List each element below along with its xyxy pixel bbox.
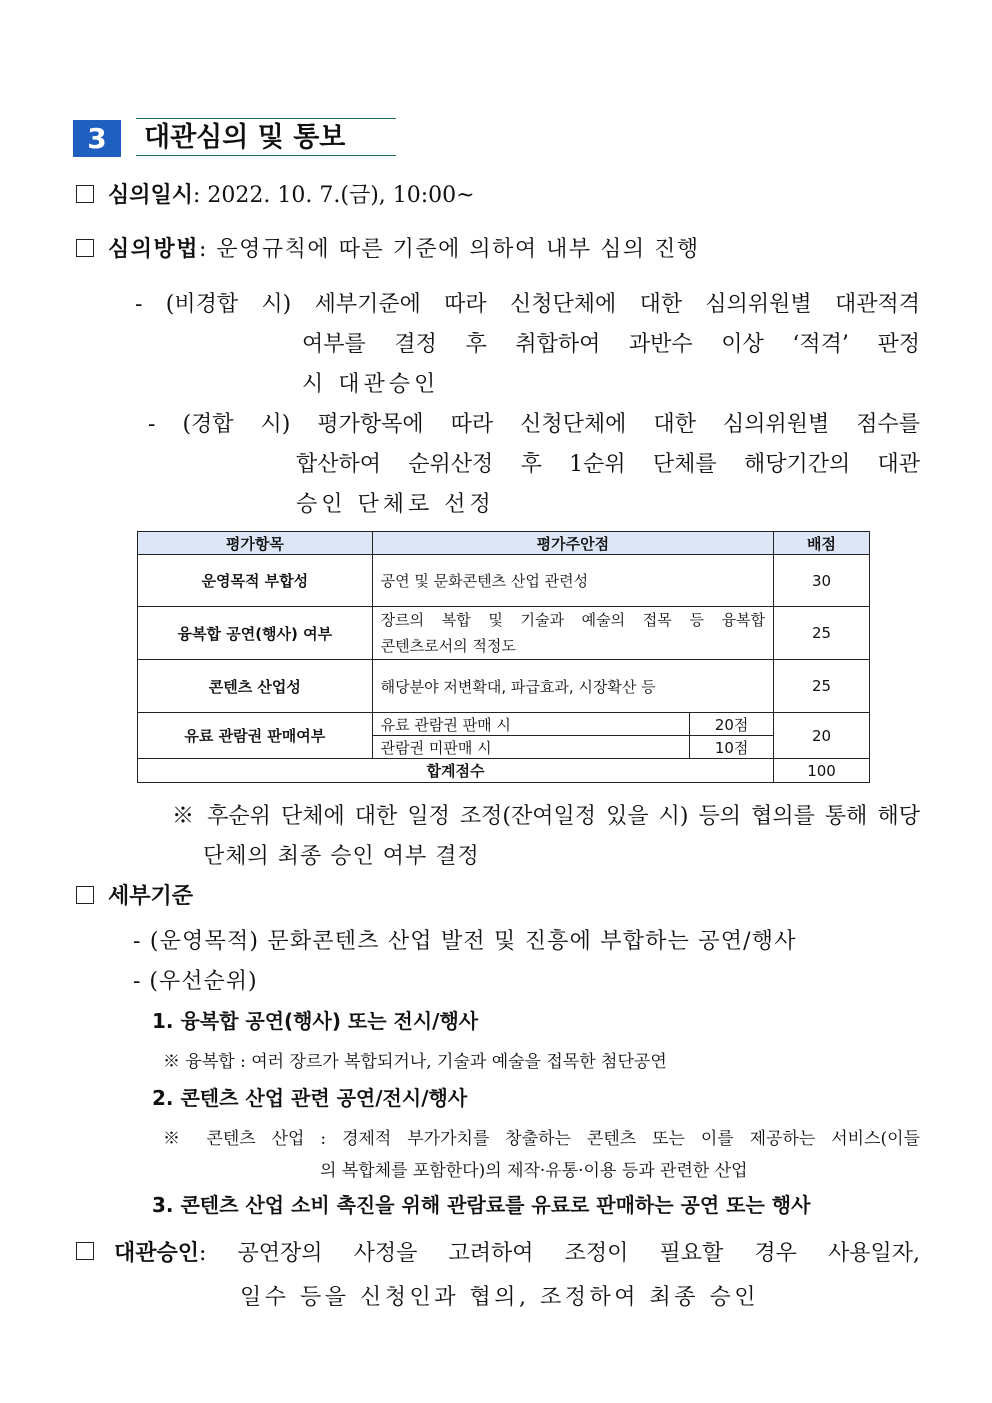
method-value: : 운영규칙에 따른 기준에 의하여 내부 심의 진행 — [199, 237, 700, 262]
checkbox-icon — [76, 185, 94, 203]
priority-item-3: 3. 콘텐츠 산업 소비 촉진을 위해 관람료를 유료로 판매하는 공연 또는 행사 — [152, 1193, 811, 1217]
section-title: 대관심의 및 통보 — [136, 118, 396, 156]
row-sub1-points: 20점 — [690, 713, 774, 736]
criteria-line — [76, 879, 193, 910]
approval-line — [76, 1236, 920, 1267]
header-focus: 평가주안점 — [372, 532, 773, 555]
row-item: 유료 관람권 판매여부 — [138, 713, 373, 759]
criteria-priority: - (우선순위) — [133, 969, 258, 994]
competitive-line2: 합산하여 순위산정 후 1순위 단체를 해당기간의 대관 — [296, 452, 920, 477]
row-sub2-points: 10점 — [690, 736, 774, 759]
approval-label: 대관승인 — [114, 1241, 200, 1266]
non-competitive-lead: - (비경합 시) 세부기준에 따라 신청단체에 대한 심의위원별 대관적격 — [135, 292, 920, 317]
row-focus: 장르의 복합 및 기술과 예술의 접목 등 융복합 콘텐츠로서의 적정도 — [372, 607, 773, 660]
schedule-value: : 2022. 10. 7.(금), 10:00~ — [193, 183, 475, 208]
criteria-label: 세부기준 — [108, 884, 194, 909]
row-item: 콘텐츠 산업성 — [138, 660, 373, 713]
criteria-purpose: - (운영목적) 문화콘텐츠 산업 발전 및 진흥에 부합하는 공연/행사 — [133, 929, 797, 954]
header-score: 배점 — [774, 532, 870, 555]
non-competitive-line3: 시 대관승인 — [302, 372, 440, 397]
section-number: 3 — [73, 120, 121, 157]
priority-item-2: 2. 콘텐츠 산업 관련 공연/전시/행사 — [152, 1086, 468, 1110]
row-item: 운영목적 부합성 — [138, 555, 373, 607]
row-score: 20 — [774, 713, 870, 759]
table-note-line1: ※ 후순위 단체에 대한 일정 조정(잔여일정 있을 시) 등의 협의를 통해 해당 — [172, 804, 920, 829]
row-sub2: 관람권 미판매 시 — [372, 736, 690, 759]
schedule-line — [76, 178, 475, 209]
header-item: 평가항목 — [138, 532, 373, 555]
table-row — [138, 555, 870, 607]
checkbox-icon — [76, 1242, 94, 1260]
table-total-row — [138, 759, 870, 783]
priority-item-1: 1. 융복합 공연(행사) 또는 전시/행사 — [152, 1009, 479, 1033]
evaluation-table — [137, 531, 870, 783]
total-score: 100 — [774, 759, 870, 783]
table-row — [138, 713, 870, 736]
checkbox-icon — [76, 239, 94, 257]
priority-item-1-note: ※ 융복합 : 여러 장르가 복합되거나, 기술과 예술을 접목한 첨단공연 — [163, 1052, 667, 1072]
approval-line2: 일수 등을 신청인과 협의, 조정하여 최종 승인 — [240, 1285, 759, 1310]
table-row — [138, 607, 870, 660]
row-item: 융복합 공연(행사) 여부 — [138, 607, 373, 660]
row-sub1: 유료 관람권 판매 시 — [372, 713, 690, 736]
competitive-lead: - (경합 시) 평가항목에 따라 신청단체에 대한 심의위원별 점수를 — [148, 412, 920, 437]
table-header-row — [138, 532, 870, 555]
table-note-line2: 단체의 최종 승인 여부 결정 — [203, 844, 480, 869]
priority-item-2-note2: 의 복합체를 포함한다)의 제작·유통·이용 등과 관련한 산업 — [320, 1161, 748, 1181]
approval-line1: : 공연장의 사정을 고려하여 조정이 필요할 경우 사용일자, — [199, 1241, 920, 1266]
method-line — [76, 232, 700, 263]
row-score: 25 — [774, 607, 870, 660]
schedule-label: 심의일시 — [108, 183, 194, 208]
total-label: 합계점수 — [138, 759, 774, 783]
method-label: 심의방법 — [108, 237, 200, 262]
non-competitive-line2: 여부를 결정 후 취합하여 과반수 이상 ‘적격’ 판정 — [302, 332, 920, 357]
table-row — [138, 660, 870, 713]
priority-item-2-note: ※ 콘텐츠 산업 : 경제적 부가가치를 창출하는 콘텐츠 또는 이를 제공하는 서비스(이들 — [163, 1129, 920, 1149]
checkbox-icon — [76, 886, 94, 904]
row-focus: 공연 및 문화콘텐츠 산업 관련성 — [372, 555, 773, 607]
row-score: 30 — [774, 555, 870, 607]
competitive-line3: 승인 단체로 선정 — [296, 492, 495, 517]
row-focus: 해당분야 저변확대, 파급효과, 시장확산 등 — [372, 660, 773, 713]
row-score: 25 — [774, 660, 870, 713]
